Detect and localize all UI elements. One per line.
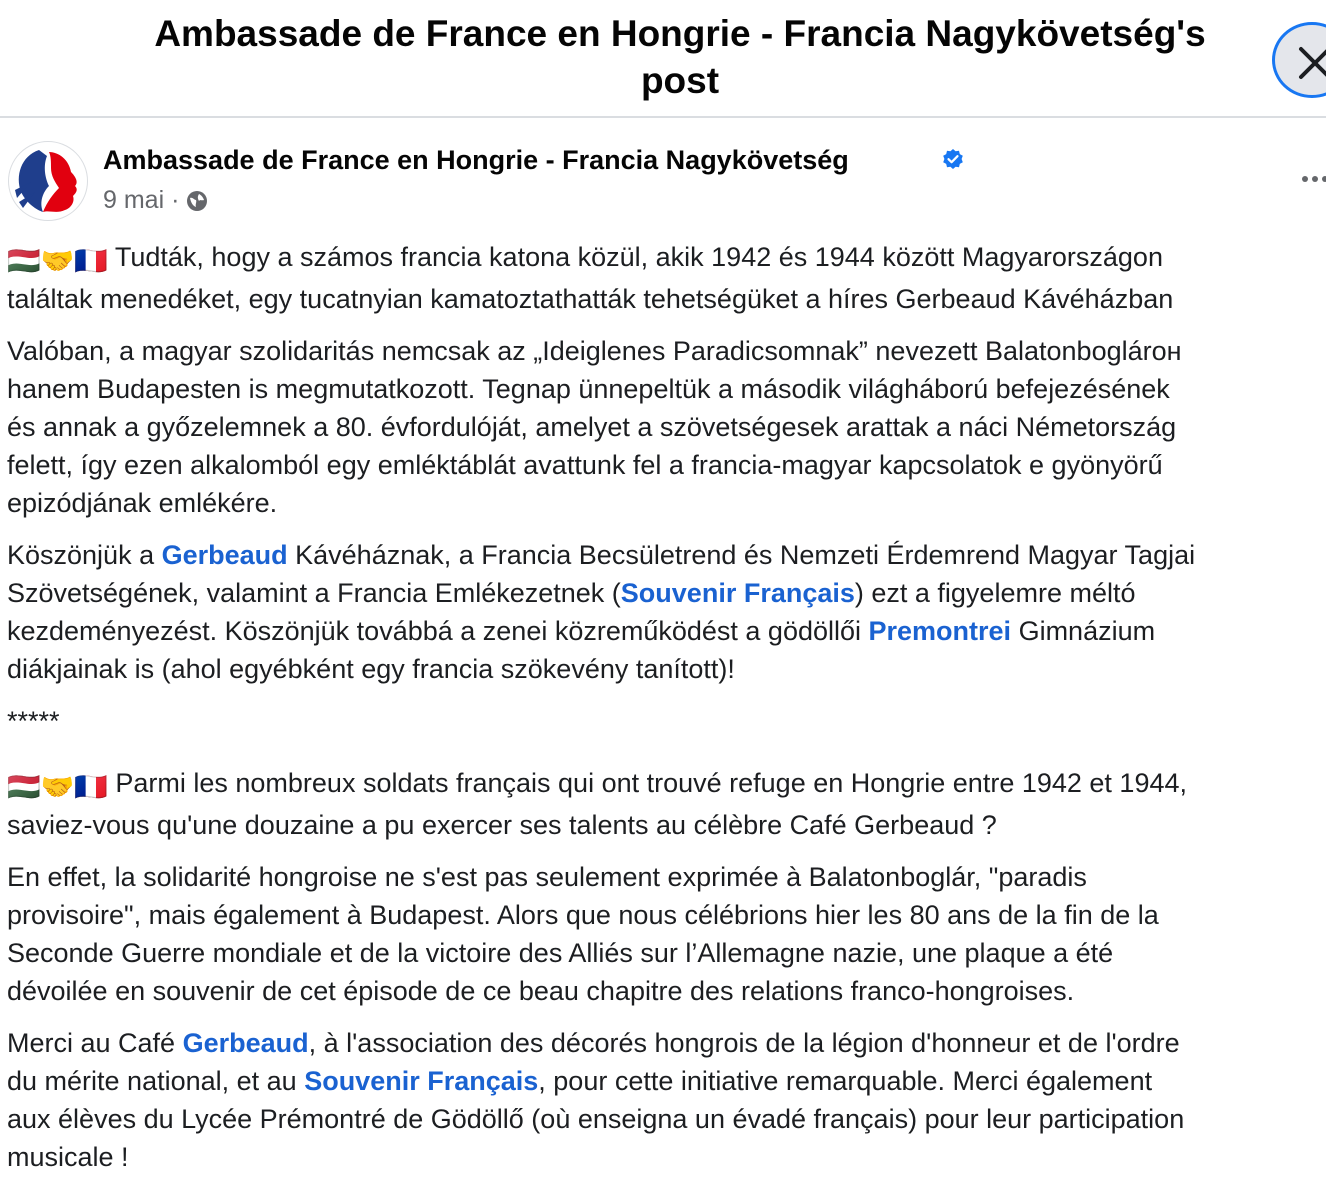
flag-emoji-hu: 🇭🇺🤝🇫🇷 bbox=[7, 246, 108, 276]
link-premontrei[interactable]: Premontrei bbox=[868, 616, 1012, 646]
language-separator: ***** bbox=[7, 706, 60, 736]
fr-p3-line-2: du mérite national, et au Souvenir Français, pour cette initiative remarquable. Merci également bbox=[7, 1066, 1153, 1096]
fr-paragraph-1 bbox=[7, 764, 1326, 844]
hu-p3-line-3: kezdeményezést. Köszönjük továbbá a zenei közreműködést a gödöllői Premontrei Gimnázium bbox=[7, 616, 1156, 646]
more-options-icon[interactable] bbox=[1300, 172, 1326, 186]
post-meta bbox=[103, 186, 209, 215]
hu-p2-line-5: epizódjának emlékére. bbox=[7, 488, 278, 518]
dialog-header bbox=[0, 0, 1326, 118]
fr-p2-line-1: En effet, la solidarité hongroise ne s'est pas seulement exprimée à Balatonboglár, "paradis bbox=[7, 862, 1087, 892]
hu-p3-line-1: Köszönjük a Gerbeaud Kávéháznak, a Francia Becsületrend és Nemzeti Érdemrend Magyar Tagjai bbox=[7, 540, 1196, 570]
marianne-logo-icon bbox=[9, 142, 87, 220]
fr-p3-line-3: aux élèves du Lycée Prémontré de Gödöllő (où enseigna un évadé français) pour leur participation bbox=[7, 1104, 1185, 1134]
close-icon bbox=[1295, 43, 1326, 83]
link-gerbeaud[interactable]: Gerbeaud bbox=[161, 540, 288, 570]
hu-paragraph-2 bbox=[7, 332, 1326, 522]
fr-p3-line-4: musicale ! bbox=[7, 1142, 129, 1172]
hu-p2-line-4: felett, így ezen alkalomból egy emléktáblát avattunk fel a francia-magyar kapcsolatok e gyönyörű bbox=[7, 450, 1163, 480]
dialog-title-line-1: Ambassade de France en Hongrie - Francia Nagykövetség's bbox=[154, 13, 1206, 54]
fr-p2-line-3: Seconde Guerre mondiale et de la victoire des Alliés sur l’Allemagne nazie, une plaque a été bbox=[7, 938, 1114, 968]
hu-p2-line-3: és annak a győzelemnek a 80. évfordulóját, amelyet a szövetségesek arattak a náci Németország bbox=[7, 412, 1177, 442]
fr-p2-line-2: provisoire", mais également à Budapest. Alors que nous célébrions hier les 80 ans de la fin de la bbox=[7, 900, 1159, 930]
post-body bbox=[7, 238, 1326, 1190]
hu-p3-line-4: diákjainak is (ahol egyébként egy francia szökevény tanított)! bbox=[7, 654, 735, 684]
page-avatar[interactable] bbox=[8, 141, 88, 221]
fr-p3-line-1: Merci au Café Gerbeaud, à l'association des décorés hongrois de la légion d'honneur et de l'ordre bbox=[7, 1028, 1180, 1058]
fr-p1-line-2: saviez-vous qu'une douzaine a pu exercer ses talents au célèbre Café Gerbeaud ? bbox=[7, 810, 997, 840]
dialog-title bbox=[100, 10, 1260, 104]
globe-icon bbox=[185, 189, 209, 213]
verified-badge-icon bbox=[941, 148, 965, 172]
hu-paragraph-3 bbox=[7, 536, 1326, 688]
hu-p3-line-2: Szövetségének, valamint a Francia Emlékezetnek (Souvenir Français) ezt a figyelemre méltó bbox=[7, 578, 1136, 608]
hu-p1-line-2: találtak menedéket, egy tucatnyian kamatoztathatták tehetségüket a híres Gerbeaud Kávéházban bbox=[7, 284, 1174, 314]
link-gerbeaud-fr[interactable]: Gerbeaud bbox=[182, 1028, 309, 1058]
hu-p2-line-1: Valóban, a magyar szolidaritás nemcsak az „Ideiglenes Paradicsomnak” nevezett Balatonboglárон bbox=[7, 336, 1182, 366]
hu-paragraph-1 bbox=[7, 238, 1326, 318]
fr-p1-line-1: 🇭🇺🤝🇫🇷 Parmi les nombreux soldats français qui ont trouvé refuge en Hongrie entre 1942 et 1944, bbox=[7, 764, 1326, 806]
dialog-title-line-2: post bbox=[640, 60, 720, 101]
post-author-name[interactable]: Ambassade de France en Hongrie - Francia Nagykövetség bbox=[103, 145, 849, 175]
post-date[interactable]: 9 mai bbox=[103, 186, 165, 214]
hu-p1-line-1: 🇭🇺🤝🇫🇷 Tudták, hogy a számos francia katona közül, akik 1942 és 1944 között Magyarországon bbox=[7, 238, 1326, 280]
flag-emoji-fr: 🇭🇺🤝🇫🇷 bbox=[7, 772, 108, 802]
link-souvenir-francais-fr[interactable]: Souvenir Français bbox=[304, 1066, 539, 1096]
meta-separator: · bbox=[171, 186, 180, 214]
fr-paragraph-3 bbox=[7, 1024, 1326, 1176]
link-souvenir-francais[interactable]: Souvenir Français bbox=[620, 578, 855, 608]
close-button[interactable] bbox=[1272, 22, 1326, 98]
hu-p2-line-2: hanem Budapesten is megmutatkozott. Tegnap ünnepeltük a második világháború befejezésének bbox=[7, 374, 1170, 404]
fr-paragraph-2 bbox=[7, 858, 1326, 1010]
fr-p2-line-4: dévoilée en souvenir de cet épisode de ce beau chapitre des relations franco-hongroises. bbox=[7, 976, 1075, 1006]
